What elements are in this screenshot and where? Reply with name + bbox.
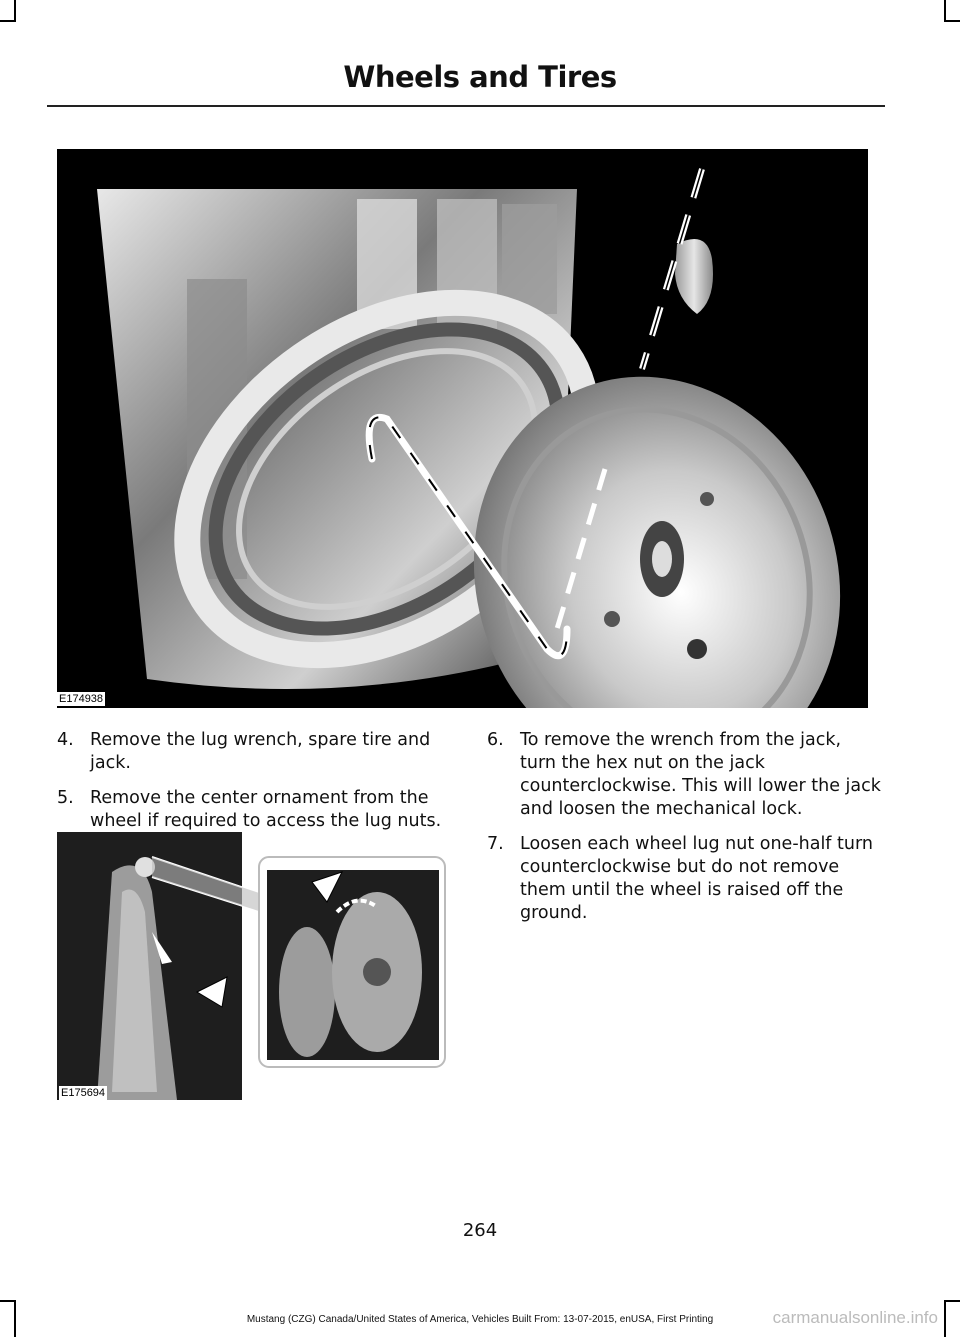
footer-text: Mustang (CZG) Canada/United States of America, Vehicles Built From: 13-07-2015, enUSA, First Printing [246,1314,714,1325]
step-item [487,729,882,821]
step-text: To remove the wrench from the jack, turn the hex nut on the jack counterclockwise. This will lower the jack and loosen the mechanical lock. [520,730,881,819]
crop-mark-top-left-h [0,20,16,22]
steps-right-column [487,729,882,937]
step-text: Loosen each wheel lug nut one-half turn counterclockwise but do not remove them until the wheel is raised off the ground. [520,834,873,923]
crop-mark-bottom-left-h [0,1300,16,1302]
crop-mark-top-left [14,0,16,22]
step-number: 7. [487,834,504,854]
page-title: Wheels and Tires [343,60,617,94]
crop-mark-top-right-h [944,20,960,22]
step-number: 5. [57,788,74,808]
step-item [57,729,452,775]
crop-mark-bottom-right-h [944,1300,960,1302]
center-ornament-illustration [57,832,449,1100]
step-text: Remove the center ornament from the wheel if required to access the lug nuts. [90,788,442,831]
step-item [57,787,452,833]
steps-left-column [57,729,452,845]
step-number: 4. [57,730,74,750]
step-item [487,833,882,925]
step-number: 6. [487,730,504,750]
center-ornament-drawing [57,832,449,1100]
figure-code-secondary: E175694 [61,1087,106,1099]
spare-tire-illustration [57,149,868,708]
step-text: Remove the lug wrench, spare tire and jack. [90,730,431,773]
page-number: 264 [462,1220,498,1241]
watermark: carmanualsonline.info [772,1308,938,1327]
header-rule [47,105,885,107]
trunk-spare-tire-drawing [57,149,868,708]
figure-code-main: E174938 [59,693,104,705]
crop-mark-top-right [944,0,946,22]
